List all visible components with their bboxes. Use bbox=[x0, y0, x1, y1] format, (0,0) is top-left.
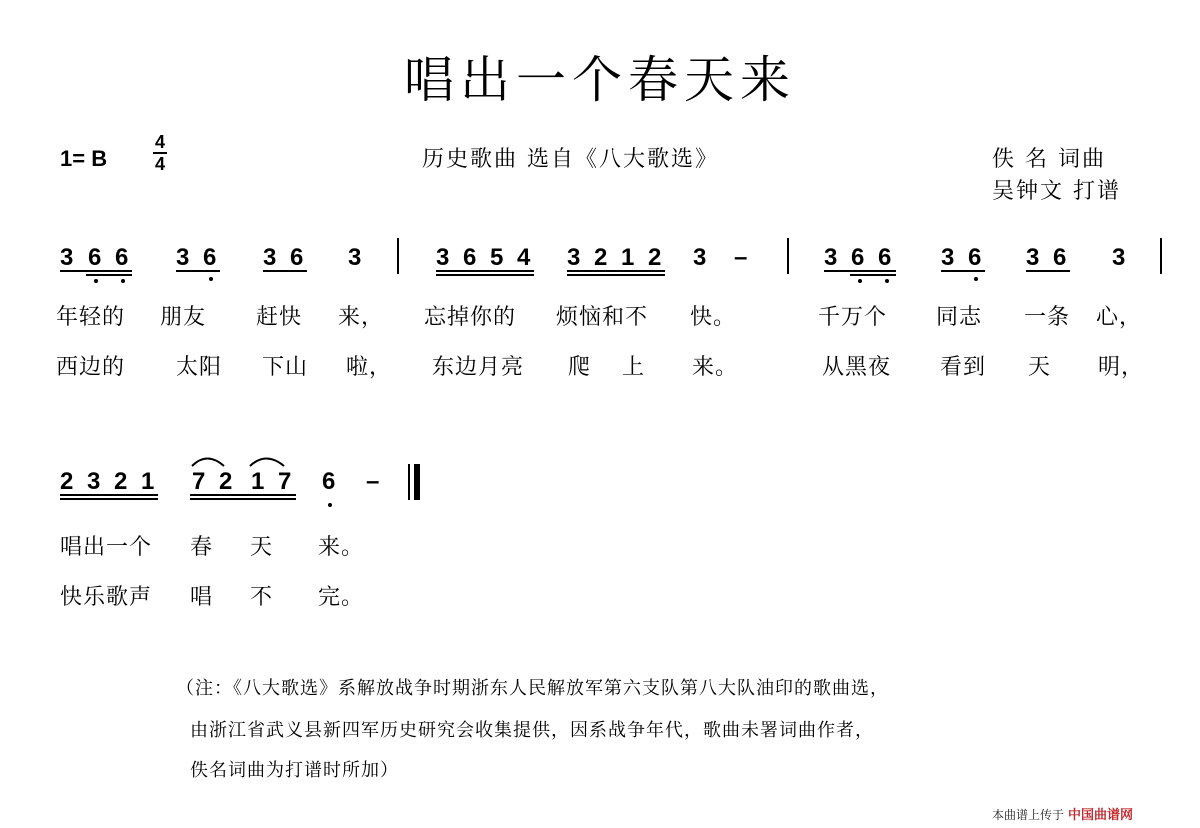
note: 6 bbox=[203, 244, 217, 271]
lyric: 快乐歌声 bbox=[60, 585, 153, 610]
note: 3 bbox=[824, 244, 838, 271]
lyric: 来， bbox=[338, 305, 385, 330]
underline bbox=[60, 494, 158, 496]
source-watermark bbox=[992, 804, 1133, 823]
note: 4 bbox=[517, 244, 531, 271]
song-title: 唱出一个春天来 bbox=[404, 51, 796, 109]
low-octave-dot bbox=[121, 279, 125, 283]
song-subtitle: 历史歌曲 选自《八大歌选》 bbox=[422, 147, 719, 172]
low-octave-dot bbox=[209, 277, 213, 281]
note: 6 bbox=[290, 244, 304, 271]
low-octave-dot bbox=[885, 279, 889, 283]
low-octave-dot bbox=[94, 279, 98, 283]
lyric: 唱出一个 bbox=[60, 535, 153, 560]
lyric: 明， bbox=[1098, 355, 1145, 380]
time-signature-top: 4 bbox=[154, 132, 165, 152]
slur-marks bbox=[188, 452, 300, 468]
footnote-line: 由浙江省武义县新四军历史研究会收集提供，因系战争年代，歌曲未署词曲作者， bbox=[190, 720, 874, 741]
underline bbox=[86, 274, 132, 276]
note: 6 bbox=[1053, 244, 1067, 271]
lyric: 完。 bbox=[318, 585, 365, 610]
lyric: 一条 bbox=[1024, 305, 1071, 330]
time-signature-bottom: 4 bbox=[154, 154, 165, 174]
note: 2 bbox=[594, 244, 608, 271]
slur bbox=[192, 459, 224, 467]
lyric: 不 bbox=[250, 585, 274, 610]
lyric: 心， bbox=[1096, 305, 1143, 330]
bar-line bbox=[787, 238, 789, 274]
note: 2 bbox=[219, 468, 233, 495]
underline bbox=[567, 274, 665, 276]
note: 3 bbox=[567, 244, 581, 271]
note: 6 bbox=[115, 244, 129, 271]
note: 6 bbox=[878, 244, 892, 271]
lyric: 快。 bbox=[690, 305, 737, 330]
note: 3 bbox=[176, 244, 190, 271]
note: 3 bbox=[263, 244, 277, 271]
underline bbox=[824, 270, 896, 272]
lyric: 爬 bbox=[568, 355, 592, 380]
note: 6 bbox=[968, 244, 982, 271]
note: 3 bbox=[1026, 244, 1040, 271]
underline bbox=[190, 498, 296, 500]
lyric: 西边的 bbox=[56, 355, 126, 380]
note: 3 bbox=[1112, 244, 1126, 271]
lyric: 千万个 bbox=[818, 305, 888, 330]
note: 2 bbox=[114, 468, 128, 495]
note: 1 bbox=[141, 468, 155, 495]
final-bar-line-thin bbox=[408, 464, 410, 500]
slur bbox=[250, 459, 284, 467]
underline bbox=[176, 270, 220, 272]
bar-line bbox=[397, 238, 399, 274]
site-logo: 中国曲谱网 bbox=[1068, 807, 1134, 822]
lyric: 从黑夜 bbox=[822, 355, 892, 380]
time-signature bbox=[152, 132, 168, 174]
credit-transcriber: 吴钟文 打谱 bbox=[992, 179, 1121, 204]
underline bbox=[60, 498, 158, 500]
lyric: 忘掉你的 bbox=[424, 305, 517, 330]
underline bbox=[436, 274, 534, 276]
underline bbox=[436, 270, 534, 272]
credit-lyricist-composer: 佚 名 词曲 bbox=[992, 147, 1106, 172]
note: 6 bbox=[851, 244, 865, 271]
note: 7 bbox=[278, 468, 292, 495]
lyric: 唱 bbox=[190, 585, 214, 610]
lyric: 烦恼和不 bbox=[556, 305, 649, 330]
underline bbox=[190, 494, 296, 496]
lyric: 看到 bbox=[940, 355, 987, 380]
note: 1 bbox=[251, 468, 265, 495]
final-bar-line-thick bbox=[414, 464, 420, 500]
note: 3 bbox=[436, 244, 450, 271]
lyric: 同志 bbox=[936, 305, 983, 330]
footnote-line: （注：《八大歌选》系解放战争时期浙东人民解放军第六支队第八大队油印的歌曲选， bbox=[176, 678, 889, 699]
note: 6 bbox=[322, 468, 336, 495]
lyric: 赶快 bbox=[256, 305, 303, 330]
low-octave-dot bbox=[858, 279, 862, 283]
lyric: 太阳 bbox=[176, 355, 223, 380]
lyric: 下山 bbox=[262, 355, 309, 380]
note: 6 bbox=[88, 244, 102, 271]
key-signature: 1= B bbox=[60, 146, 108, 171]
note: 3 bbox=[693, 244, 707, 271]
dash: – bbox=[734, 244, 748, 271]
footnote-line: 佚名词曲为打谱时所加） bbox=[190, 760, 399, 781]
lyric: 天 bbox=[1028, 355, 1052, 380]
lyric: 年轻的 bbox=[56, 305, 126, 330]
note: 3 bbox=[941, 244, 955, 271]
underline bbox=[850, 274, 896, 276]
dash: – bbox=[366, 468, 380, 495]
lyric: 天 bbox=[250, 535, 274, 560]
note: 1 bbox=[621, 244, 635, 271]
lyric: 东边月亮 bbox=[432, 355, 525, 380]
note: 3 bbox=[87, 468, 101, 495]
lyric: 来。 bbox=[318, 535, 365, 560]
note: 3 bbox=[60, 244, 74, 271]
note: 7 bbox=[192, 468, 206, 495]
low-octave-dot bbox=[974, 277, 978, 281]
underline bbox=[263, 270, 307, 272]
note: 6 bbox=[463, 244, 477, 271]
note: 3 bbox=[348, 244, 362, 271]
underline bbox=[567, 270, 665, 272]
lyric: 朋友 bbox=[160, 305, 207, 330]
low-octave-dot bbox=[328, 503, 332, 507]
note: 2 bbox=[648, 244, 662, 271]
source-text: 本曲谱上传于 bbox=[992, 808, 1065, 822]
underline bbox=[1026, 270, 1070, 272]
lyric: 春 bbox=[190, 535, 214, 560]
lyric: 啦， bbox=[346, 355, 393, 380]
note: 5 bbox=[490, 244, 504, 271]
lyric: 上 bbox=[622, 355, 646, 380]
underline bbox=[941, 270, 985, 272]
bar-line bbox=[1160, 238, 1162, 274]
underline bbox=[60, 270, 132, 272]
note: 2 bbox=[60, 468, 74, 495]
lyric: 来。 bbox=[692, 355, 739, 380]
